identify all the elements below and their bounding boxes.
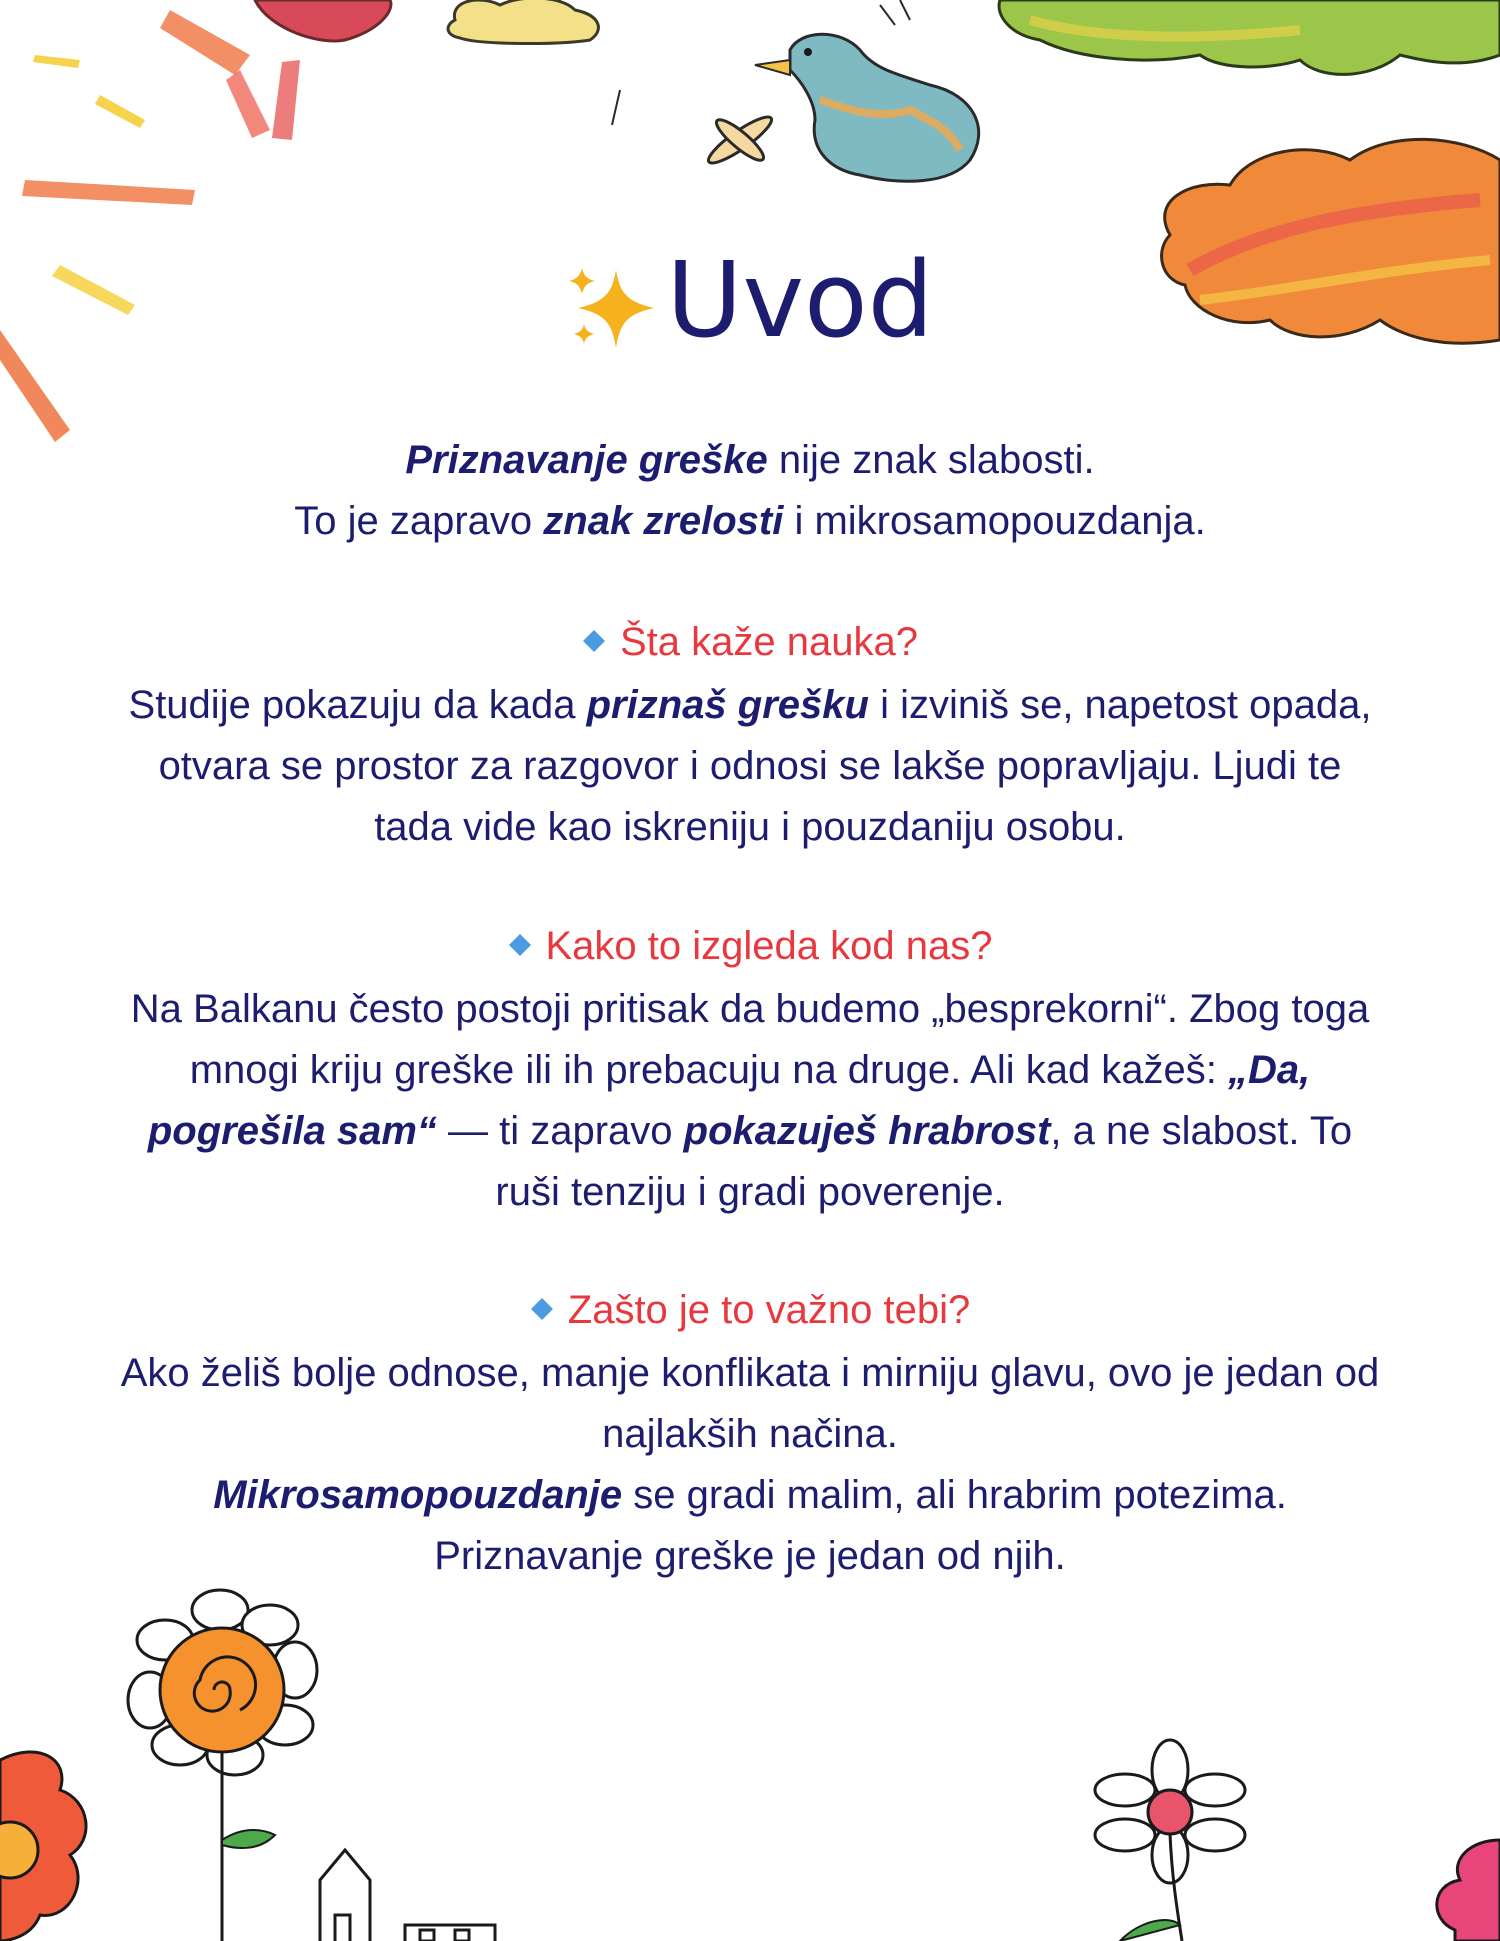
title-text: Uvod	[666, 239, 934, 361]
intro-block	[120, 430, 1380, 552]
section-why	[120, 1280, 1380, 1587]
section-body-why-2: Mikrosamopouzdanje se gradi malim, ali hrabrim potezima.	[213, 1472, 1287, 1517]
balkan-strong-courage: pokazuješ hrabrost	[683, 1108, 1051, 1153]
intro-strong-1: Priznavanje greške	[405, 438, 768, 482]
intro-strong-2: znak zrelosti	[543, 499, 784, 543]
intro-text-2b: i mikrosamopouzdanja.	[783, 499, 1206, 543]
section-heading-balkan: Kako to izgleda kod nas?	[120, 916, 1380, 979]
diamond-icon	[582, 610, 606, 671]
diamond-icon	[530, 1278, 554, 1339]
intro-line-2	[120, 491, 1380, 552]
section-balkan	[120, 916, 1380, 1223]
section-heading-science: Šta kaže nauka?	[120, 612, 1380, 675]
page-title	[0, 240, 1500, 360]
section-body-why-3: Priznavanje greške je jedan od njih.	[434, 1533, 1066, 1578]
section-heading-why: Zašto je to važno tebi?	[120, 1280, 1380, 1343]
sparkles-icon	[566, 262, 664, 354]
intro-text-1: nije znak slabosti.	[767, 438, 1095, 482]
balkan-strong-quote: „Da, pogrešila sam“	[147, 1047, 1311, 1153]
science-strong: priznaš grešku	[586, 682, 869, 727]
section-science	[120, 612, 1380, 858]
diamond-icon	[508, 914, 532, 975]
why-strong: Mikrosamopouzdanje	[213, 1472, 623, 1517]
section-body-science: Studije pokazuju da kada priznaš grešku i izviniš se, napetost opada, otvara se prostor za razgovor i odnosi se lakše popravljaju. Ljudi te tada vide kao iskreniju i pouzdaniju osobu.	[128, 682, 1372, 849]
section-body-balkan: Na Balkanu često postoji pritisak da budemo „besprekorni“. Zbog toga mnogi kriju greške ili ih prebacuju na druge. Ali kad kažeš: „Da, pogrešila sam“ — ti zapravo pokazuješ hrabrost, a ne slabost. To ruši tenziju i gradi poverenje.	[130, 986, 1370, 1214]
intro-text-2a: To je zapravo	[294, 499, 544, 543]
section-body-why-1: Ako želiš bolje odnose, manje konflikata i mirniju glavu, ovo je jedan od najlakših načina.	[120, 1350, 1380, 1456]
intro-line-1	[120, 430, 1380, 491]
